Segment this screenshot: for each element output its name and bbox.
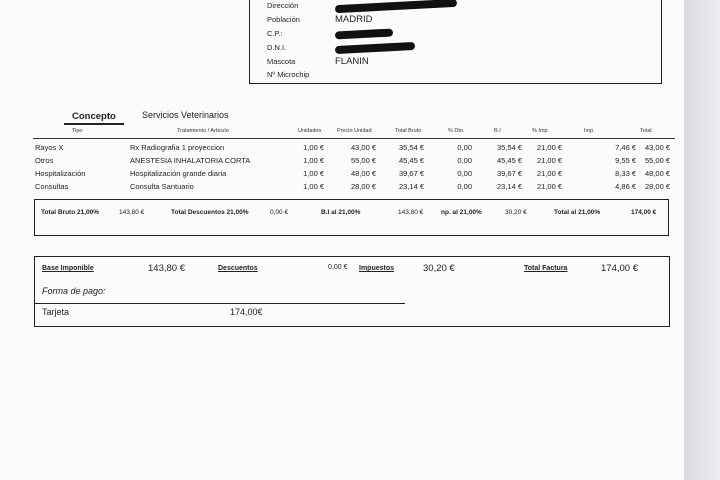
redaction-mark: [335, 28, 393, 39]
table-cell: 43,00 €: [350, 143, 376, 152]
table-cell: 23,14 €: [398, 182, 424, 191]
total-label: Total al 21,00%: [554, 209, 601, 216]
table-cell: 21,00 €: [536, 143, 562, 152]
column-header: Unidades: [298, 128, 322, 134]
column-header: Tipo: [72, 128, 83, 134]
column-header: Imp.: [584, 128, 595, 134]
column-header: Total: [640, 128, 652, 134]
descuentos-label: Descuentos: [218, 265, 258, 272]
table-cell: Rayos X: [35, 143, 64, 152]
impuestos-value: 30,20 €: [423, 263, 455, 274]
table-cell: Hospitalización: [35, 169, 86, 178]
total-bruto-value: 143,80 €: [119, 209, 145, 216]
table-cell: 35,54 €: [398, 143, 424, 152]
summary-box: [34, 256, 670, 327]
table-cell: 7,46 €: [615, 143, 636, 152]
table-cell: 9,55 €: [615, 156, 636, 165]
column-header: B.I: [494, 128, 501, 134]
column-header: % Imp.: [532, 128, 550, 134]
table-cell: 0,00: [457, 169, 472, 178]
client-label: Población: [267, 15, 300, 24]
client-label: D.N.I.: [267, 43, 287, 52]
total-descuentos-value: 0,00 €: [270, 209, 289, 216]
forma-de-pago-label: Forma de pago:: [42, 286, 106, 296]
column-header: Precio Unidad: [337, 128, 372, 134]
table-cell: Otros: [35, 156, 54, 165]
impuestos-label: Impuestos: [359, 265, 395, 272]
table-cell: 1,00 €: [303, 169, 324, 178]
impuesto-label: np. al 21,00%: [441, 209, 482, 216]
table-cell: 55,00 €: [644, 156, 670, 165]
table-cell: 48,00 €: [350, 169, 376, 178]
total-factura-label: Total Factura: [524, 265, 568, 272]
table-cell: 1,00 €: [303, 143, 324, 152]
base-imponible-value: 143,80 €: [148, 263, 185, 274]
client-info-box: [249, 0, 662, 84]
table-cell: 28,00 €: [644, 182, 670, 191]
table-cell: 4,86 €: [615, 182, 636, 191]
column-header: % Dto.: [448, 128, 465, 134]
table-cell: Consulta Santuario: [130, 182, 194, 191]
impuesto-value: 30,20 €: [505, 209, 527, 216]
payment-method: Tarjeta: [42, 307, 70, 317]
table-cell: Hospitalización grande diaria: [130, 169, 227, 178]
table-cell: 55,00 €: [350, 156, 376, 165]
table-cell: 21,00 €: [536, 182, 562, 191]
client-label: C.P.:: [267, 29, 283, 38]
client-value: FLANIN: [335, 56, 369, 67]
concept-underline: [64, 123, 124, 125]
table-cell: 8,33 €: [615, 169, 636, 178]
table-cell: 43,00 €: [644, 143, 670, 152]
table-cell: 1,00 €: [303, 182, 324, 191]
total-descuentos-label: Total Descuentos 21,00%: [171, 209, 249, 216]
table-cell: 23,14 €: [496, 182, 522, 191]
payment-amount: 174,00€: [230, 307, 263, 317]
total-bruto-label: Total Bruto 21,00%: [41, 209, 100, 216]
bi-value: 143,80 €: [398, 209, 424, 216]
concept-label: Concepto: [72, 111, 116, 122]
redaction-mark: [335, 0, 457, 13]
viewer-edge: [684, 0, 720, 480]
redaction-mark: [335, 42, 415, 54]
totals-box: [34, 199, 669, 236]
column-header: Tratamiento / Articulo: [177, 128, 229, 134]
forma-divider: [34, 303, 405, 304]
bi-label: B.I al 21,00%: [321, 209, 361, 216]
table-cell: Consultas: [35, 182, 69, 191]
client-label: Dirección: [267, 1, 299, 10]
table-cell: 45,45 €: [496, 156, 522, 165]
table-cell: 0,00: [457, 143, 472, 152]
client-value: MADRID: [335, 14, 373, 25]
table-cell: 39,67 €: [496, 169, 522, 178]
table-cell: 1,00 €: [303, 156, 324, 165]
table-cell: 39,67 €: [398, 169, 424, 178]
table-cell: 0,00: [457, 182, 472, 191]
table-cell: 21,00 €: [536, 169, 562, 178]
table-cell: ANESTESIA INHALATORIA CORTA: [130, 156, 251, 165]
table-cell: 48,00 €: [644, 169, 670, 178]
client-label: Mascota: [267, 57, 296, 66]
total-value: 174,00 €: [631, 209, 657, 216]
table-cell: Rx Radiografia 1 proyeccion: [130, 143, 225, 152]
descuentos-value: 0,00 €: [328, 264, 348, 271]
table-cell: 0,00: [457, 156, 472, 165]
client-label: Nº Microchip: [267, 70, 310, 79]
header-divider: [33, 138, 675, 139]
column-header: Total Bruto: [395, 128, 422, 134]
concept-value: Servicios Veterinarios: [142, 110, 229, 120]
table-cell: 28,00 €: [350, 182, 376, 191]
table-cell: 21,00 €: [536, 156, 562, 165]
total-factura-value: 174,00 €: [601, 263, 638, 274]
table-cell: 35,54 €: [496, 143, 522, 152]
base-imponible-label: Base Imponible: [42, 265, 94, 272]
table-cell: 45,45 €: [398, 156, 424, 165]
